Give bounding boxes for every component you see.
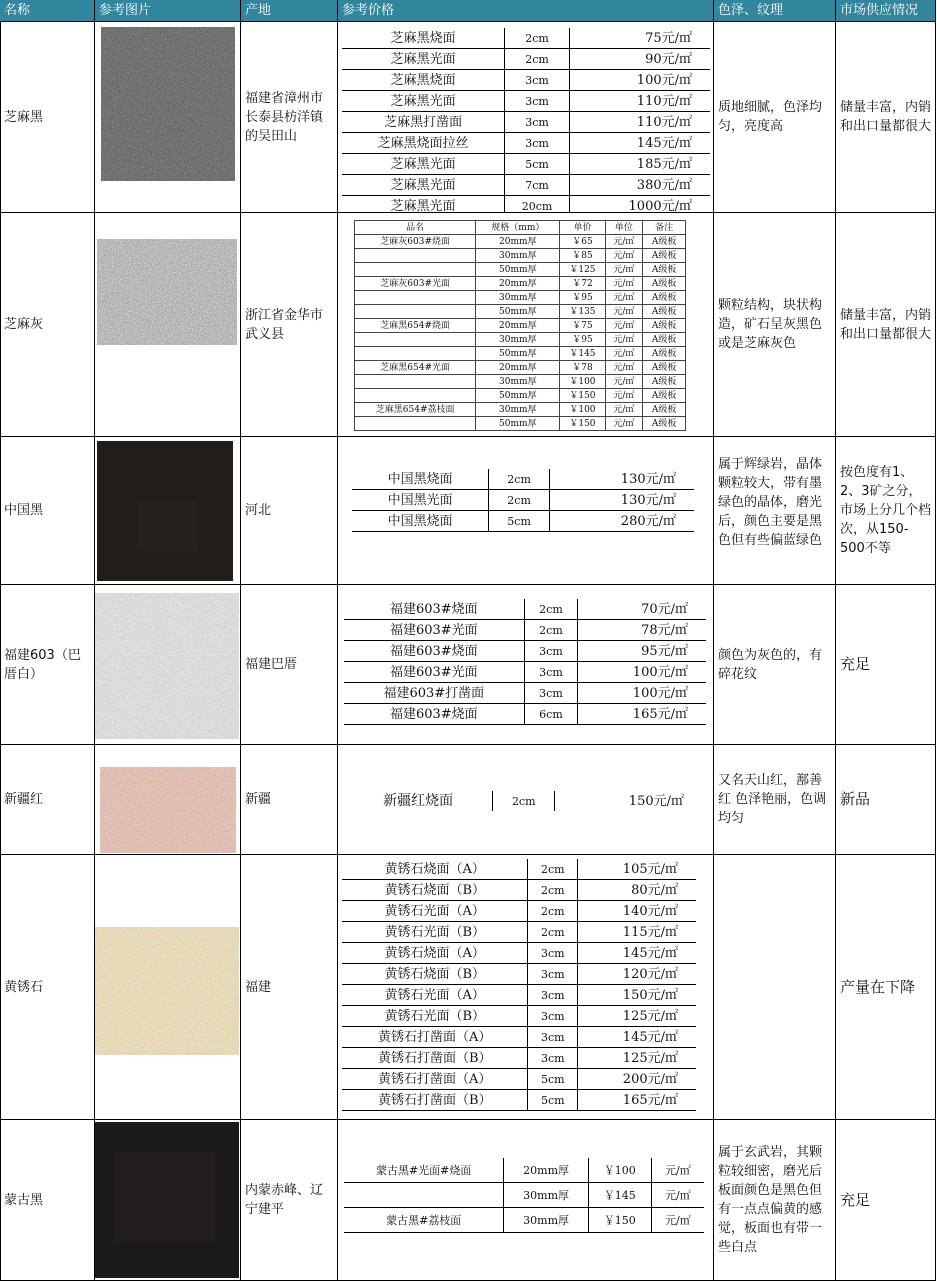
row-5-price-table <box>344 791 702 811</box>
price-item: 芝麻黑烧面拉丝 <box>342 133 505 154</box>
price-unit: 元/㎡ <box>605 403 643 417</box>
table-row <box>342 28 710 49</box>
row-4-origin: 福建巴厝 <box>241 585 338 745</box>
price-item: 黄锈石打凿面（B） <box>342 1048 528 1069</box>
mongolia-black-stone-image <box>95 1122 239 1278</box>
row-6-image-cell <box>95 855 241 1120</box>
price-value: 145元/㎡ <box>569 133 710 154</box>
price-note: A级板 <box>643 277 686 291</box>
table-row <box>342 943 696 964</box>
row-6-texture <box>714 855 836 1120</box>
price-item: 福建603#烧面 <box>344 599 524 620</box>
price-item: 福建603#烧面 <box>344 704 524 725</box>
price-unit: 元/㎡ <box>605 235 643 249</box>
price-spec: 30mm厚 <box>476 291 560 305</box>
price-value: 150元/㎡ <box>578 985 696 1006</box>
table-row <box>342 112 710 133</box>
price-spec: 50mm厚 <box>476 389 560 403</box>
price-item: 黄锈石烧面（B） <box>342 964 528 985</box>
price-item <box>355 263 476 277</box>
table-row <box>355 389 686 403</box>
table-row <box>342 901 696 922</box>
table-row <box>342 964 696 985</box>
price-item <box>355 305 476 319</box>
price-item: 芝麻黑打凿面 <box>342 112 505 133</box>
row-3-market: 按色度有1、2、3矿之分，市场上分几个档次，从150-500不等 <box>836 437 936 585</box>
price-spec: 3cm <box>528 985 578 1006</box>
price-spec: 3cm <box>505 112 570 133</box>
price-item: 芝麻黑光面 <box>342 49 505 70</box>
table-row <box>342 133 710 154</box>
price-note: A级板 <box>643 291 686 305</box>
row-5-price-cell <box>338 745 714 855</box>
price-unit: 元/㎡ <box>605 389 643 403</box>
row-7-price-cell <box>338 1120 714 1281</box>
price-item <box>355 333 476 347</box>
row-3-origin: 河北 <box>241 437 338 585</box>
table-row <box>342 880 696 901</box>
price-item: 黄锈石烧面（A） <box>342 859 528 880</box>
price-value: 380元/㎡ <box>569 175 710 196</box>
row-7-texture: 属于玄武岩，其颗粒较细密，磨光后板面颜色是黑色但有一点点偏黄的感觉，板面也有带一些白点 <box>714 1120 836 1281</box>
price-item: 芝麻黑光面 <box>342 175 505 196</box>
china-black-stone-image <box>97 441 233 581</box>
price-value: 100元/㎡ <box>569 70 710 91</box>
row-2-name: 芝麻灰 <box>0 213 95 437</box>
table-row <box>344 662 706 683</box>
price-spec: 2cm <box>505 28 570 49</box>
row-4-texture: 颜色为灰色的，有碎花纹 <box>714 585 836 745</box>
price-item: 黄锈石烧面（B） <box>342 880 528 901</box>
price-value: 78元/㎡ <box>578 620 706 641</box>
price-spec: 3cm <box>528 943 578 964</box>
row-5-market: 新品 <box>836 745 936 855</box>
price-spec: 2cm <box>528 901 578 922</box>
price-item: 黄锈石光面（B） <box>342 1006 528 1027</box>
yellow-rust-stone-image <box>95 927 239 1055</box>
table-row <box>344 704 706 725</box>
price-item <box>355 389 476 403</box>
price-value: ￥100 <box>560 403 605 417</box>
price-item: 芝麻灰603#光面 <box>355 277 476 291</box>
table-row <box>352 511 694 532</box>
row-4-price-table <box>344 599 706 725</box>
price-item <box>355 417 476 431</box>
price-item: 芝麻黑烧面 <box>342 70 505 91</box>
column-header: 备注 <box>643 221 686 235</box>
price-value: 125元/㎡ <box>578 1006 696 1027</box>
price-spec: 5cm <box>528 1090 578 1111</box>
price-spec: 2cm <box>505 49 570 70</box>
price-value: 110元/㎡ <box>569 112 710 133</box>
table-row <box>355 235 686 249</box>
row-5-origin: 新疆 <box>241 745 338 855</box>
table-row <box>342 49 710 70</box>
price-value: 110元/㎡ <box>569 91 710 112</box>
table-row <box>342 1090 696 1111</box>
price-item: 芝麻黑光面 <box>342 196 505 214</box>
price-value: ￥150 <box>560 389 605 403</box>
price-spec: 2cm <box>528 922 578 943</box>
table-row <box>344 683 706 704</box>
price-item <box>355 249 476 263</box>
row-3-name: 中国黑 <box>0 437 95 585</box>
price-note: A级板 <box>643 375 686 389</box>
row-6-price-cell <box>338 855 714 1120</box>
price-unit: 元/㎡ <box>651 1158 704 1183</box>
row-1-image-cell <box>95 22 241 213</box>
table-row <box>342 859 696 880</box>
price-value: ￥100 <box>588 1158 651 1183</box>
price-spec: 30mm厚 <box>504 1208 588 1233</box>
price-value: 75元/㎡ <box>569 28 710 49</box>
price-spec: 3cm <box>528 964 578 985</box>
row-4-price-cell <box>338 585 714 745</box>
row-6-market: 产量在下降 <box>836 855 936 1120</box>
price-value: 70元/㎡ <box>578 599 706 620</box>
price-note: A级板 <box>643 347 686 361</box>
price-value: 140元/㎡ <box>578 901 696 922</box>
column-header: 单位 <box>605 221 643 235</box>
price-note: A级板 <box>643 263 686 277</box>
price-spec: 30mm厚 <box>476 403 560 417</box>
price-value: 80元/㎡ <box>578 880 696 901</box>
header-name: 名称 <box>0 0 95 22</box>
price-spec: 50mm厚 <box>476 305 560 319</box>
table-row <box>355 333 686 347</box>
price-item: 福建603#光面 <box>344 662 524 683</box>
price-item: 中国黑烧面 <box>352 469 489 490</box>
table-row <box>355 403 686 417</box>
column-header: 品名 <box>355 221 476 235</box>
row-3-image-cell <box>95 437 241 585</box>
price-spec: 5cm <box>489 511 550 532</box>
table-row <box>342 91 710 112</box>
table-row <box>344 620 706 641</box>
table-row <box>355 263 686 277</box>
price-item: 蒙古黑#光面#烧面 <box>344 1158 504 1183</box>
header-texture: 色泽、纹理 <box>714 0 836 22</box>
price-spec: 2cm <box>489 469 550 490</box>
price-item: 芝麻黑烧面 <box>342 28 505 49</box>
price-item <box>344 1183 504 1208</box>
price-item: 新疆红烧面 <box>383 792 454 809</box>
price-item: 芝麻黑光面 <box>342 91 505 112</box>
row-2-price-table <box>354 220 686 431</box>
price-note: A级板 <box>643 235 686 249</box>
price-spec: 20mm厚 <box>504 1158 588 1183</box>
price-note: A级板 <box>643 249 686 263</box>
row-5-texture: 又名天山红，鄯善红 色泽艳丽，色调均匀 <box>714 745 836 855</box>
price-value: 120元/㎡ <box>578 964 696 985</box>
price-unit: 元/㎡ <box>605 375 643 389</box>
price-item: 中国黑烧面 <box>352 511 489 532</box>
table-row <box>352 469 694 490</box>
row-6-price-table <box>342 859 696 1111</box>
price-note: A级板 <box>643 361 686 375</box>
price-item: 蒙古黑#荔枝面 <box>344 1208 504 1233</box>
price-unit: 元/㎡ <box>605 319 643 333</box>
price-unit: 元/㎡ <box>605 263 643 277</box>
price-item: 黄锈石打凿面（A） <box>342 1069 528 1090</box>
price-item <box>355 375 476 389</box>
table-row <box>355 291 686 305</box>
table-row <box>344 791 702 811</box>
row-1-price-cell <box>338 22 714 213</box>
price-value: 150元/㎡ <box>628 793 684 809</box>
table-row <box>355 347 686 361</box>
price-item: 福建603#烧面 <box>344 641 524 662</box>
table-row <box>344 599 706 620</box>
price-spec: 30mm厚 <box>504 1183 588 1208</box>
sesame-grey-stone-image <box>97 239 237 345</box>
price-spec: 50mm厚 <box>476 347 560 361</box>
price-value: 95元/㎡ <box>578 641 706 662</box>
price-spec: 7cm <box>505 175 570 196</box>
price-unit: 元/㎡ <box>605 361 643 375</box>
row-7-origin: 内蒙赤峰、辽宁建平 <box>241 1120 338 1281</box>
table-row <box>355 319 686 333</box>
price-spec: 2cm <box>524 599 578 620</box>
table-row <box>342 196 710 214</box>
row-1-origin: 福建省漳州市长泰县枋洋镇的吴田山 <box>241 22 338 213</box>
price-value: ￥150 <box>588 1208 651 1233</box>
price-note: A级板 <box>643 403 686 417</box>
table-row <box>355 249 686 263</box>
price-item <box>355 347 476 361</box>
price-spec: 2cm <box>528 859 578 880</box>
table-row <box>344 1183 704 1208</box>
price-value: 90元/㎡ <box>569 49 710 70</box>
header-price: 参考价格 <box>338 0 714 22</box>
row-1-texture: 质地细腻，色泽均匀，亮度高 <box>714 22 836 213</box>
row-6-name: 黄锈石 <box>0 855 95 1120</box>
price-item: 芝麻黑654#光面 <box>355 361 476 375</box>
price-spec: 5cm <box>528 1069 578 1090</box>
column-header: 规格（mm） <box>476 221 560 235</box>
price-item: 芝麻黑654#荔枝面 <box>355 403 476 417</box>
row-2-price-cell <box>338 213 714 437</box>
price-item: 黄锈石打凿面（B） <box>342 1090 528 1111</box>
table-row <box>355 417 686 431</box>
price-value: 145元/㎡ <box>578 943 696 964</box>
price-spec: 50mm厚 <box>476 417 560 431</box>
price-item: 黄锈石光面（A） <box>342 985 528 1006</box>
row-2-image-cell <box>95 213 241 437</box>
table-row <box>342 1027 696 1048</box>
row-1-name: 芝麻黑 <box>0 22 95 213</box>
price-value: 115元/㎡ <box>578 922 696 943</box>
price-item: 黄锈石打凿面（A） <box>342 1027 528 1048</box>
price-value: ￥78 <box>560 361 605 375</box>
price-value: 125元/㎡ <box>578 1048 696 1069</box>
price-spec: 3cm <box>505 133 570 154</box>
price-unit: 元/㎡ <box>605 277 643 291</box>
row-4-name: 福建603（巴厝白） <box>0 585 95 745</box>
row-2-market: 储量丰富，内销和出口量都很大 <box>836 213 936 437</box>
price-spec: 20mm厚 <box>476 319 560 333</box>
price-note: A级板 <box>643 389 686 403</box>
table-row <box>355 375 686 389</box>
table-row <box>342 1069 696 1090</box>
price-note: A级板 <box>643 305 686 319</box>
row-3-price-table <box>352 469 694 532</box>
row-2-texture: 颗粒结构，块状构造，矿石呈灰黑色或是芝麻灰色 <box>714 213 836 437</box>
price-item: 芝麻黑654#烧面 <box>355 319 476 333</box>
price-spec: 6cm <box>524 704 578 725</box>
price-value: ￥72 <box>560 277 605 291</box>
price-item: 黄锈石光面（A） <box>342 901 528 922</box>
price-value: 130元/㎡ <box>549 469 694 490</box>
price-item: 黄锈石光面（B） <box>342 922 528 943</box>
price-spec: 3cm <box>505 70 570 91</box>
table-row <box>342 175 710 196</box>
header-market: 市场供应情况 <box>836 0 936 22</box>
price-note: A级板 <box>643 417 686 431</box>
price-unit: 元/㎡ <box>605 333 643 347</box>
table-row <box>352 490 694 511</box>
table-header-row <box>355 221 686 235</box>
header-image: 参考图片 <box>95 0 241 22</box>
price-unit: 元/㎡ <box>651 1208 704 1233</box>
price-unit: 元/㎡ <box>651 1183 704 1208</box>
price-value: 165元/㎡ <box>578 1090 696 1111</box>
price-spec: 2cm <box>524 620 578 641</box>
price-spec: 3cm <box>524 662 578 683</box>
price-value: ￥100 <box>560 375 605 389</box>
row-2-origin: 浙江省金华市武义县 <box>241 213 338 437</box>
price-spec: 3cm <box>524 683 578 704</box>
price-value: ￥75 <box>560 319 605 333</box>
price-item: 芝麻灰603#烧面 <box>355 235 476 249</box>
price-value: ￥65 <box>560 235 605 249</box>
fujian-603-stone-image <box>95 593 239 739</box>
row-7-name: 蒙古黑 <box>0 1120 95 1281</box>
price-unit: 元/㎡ <box>605 249 643 263</box>
header-origin: 产地 <box>241 0 338 22</box>
price-unit: 元/㎡ <box>605 347 643 361</box>
sesame-black-stone-image <box>101 27 235 181</box>
row-3-price-cell <box>338 437 714 585</box>
price-spec: 2cm <box>493 791 555 811</box>
price-spec: 3cm <box>528 1006 578 1027</box>
price-spec: 3cm <box>528 1048 578 1069</box>
price-unit: 元/㎡ <box>605 305 643 319</box>
price-spec: 20mm厚 <box>476 235 560 249</box>
price-value: ￥135 <box>560 305 605 319</box>
price-note: A级板 <box>643 333 686 347</box>
price-value: ￥145 <box>588 1183 651 1208</box>
price-spec: 30mm厚 <box>476 333 560 347</box>
price-spec: 3cm <box>528 1027 578 1048</box>
price-item: 福建603#光面 <box>344 620 524 641</box>
row-7-market: 充足 <box>836 1120 936 1281</box>
column-header: 单价 <box>560 221 605 235</box>
price-item <box>355 291 476 305</box>
table-row <box>342 70 710 91</box>
row-1-price-table <box>342 28 710 213</box>
price-spec: 5cm <box>505 154 570 175</box>
price-value: 130元/㎡ <box>549 490 694 511</box>
row-5-name: 新疆红 <box>0 745 95 855</box>
price-note: A级板 <box>643 319 686 333</box>
row-7-price-table <box>344 1158 704 1233</box>
price-spec: 20mm厚 <box>476 361 560 375</box>
row-3-texture: 属于辉绿岩，晶体颗粒较大，带有墨绿色的晶体，磨光后，颜色主要是黑色但有些偏蓝绿色 <box>714 437 836 585</box>
price-value: ￥95 <box>560 333 605 347</box>
table-row <box>344 1208 704 1233</box>
price-value: 145元/㎡ <box>578 1027 696 1048</box>
price-value: ￥95 <box>560 291 605 305</box>
row-5-image-cell <box>95 745 241 855</box>
table-row <box>342 1048 696 1069</box>
price-item: 福建603#打凿面 <box>344 683 524 704</box>
price-unit: 元/㎡ <box>605 291 643 305</box>
table-row <box>342 985 696 1006</box>
row-7-image-cell <box>95 1120 241 1281</box>
price-value: 165元/㎡ <box>578 704 706 725</box>
price-value: 1000元/㎡ <box>569 196 710 214</box>
price-item: 芝麻黑光面 <box>342 154 505 175</box>
price-spec: 2cm <box>528 880 578 901</box>
price-value: 100元/㎡ <box>578 683 706 704</box>
table-row <box>355 361 686 375</box>
price-item: 黄锈石烧面（A） <box>342 943 528 964</box>
price-spec: 50mm厚 <box>476 263 560 277</box>
xinjiang-red-stone-image <box>100 767 236 853</box>
row-6-origin: 福建 <box>241 855 338 1120</box>
price-spec: 20mm厚 <box>476 277 560 291</box>
price-value: ￥85 <box>560 249 605 263</box>
table-row <box>344 1158 704 1183</box>
price-spec: 30mm厚 <box>476 249 560 263</box>
price-spec: 20cm <box>505 196 570 214</box>
row-1-market: 储量丰富，内销和出口量都很大 <box>836 22 936 213</box>
price-value: ￥125 <box>560 263 605 277</box>
price-value: 185元/㎡ <box>569 154 710 175</box>
price-spec: 3cm <box>524 641 578 662</box>
table-row <box>344 641 706 662</box>
price-value: ￥145 <box>560 347 605 361</box>
price-spec: 3cm <box>505 91 570 112</box>
price-value: 200元/㎡ <box>578 1069 696 1090</box>
price-unit: 元/㎡ <box>605 417 643 431</box>
price-spec: 2cm <box>489 490 550 511</box>
row-4-market: 充足 <box>836 585 936 745</box>
price-value: 280元/㎡ <box>549 511 694 532</box>
price-value: ￥150 <box>560 417 605 431</box>
price-spec: 30mm厚 <box>476 375 560 389</box>
table-row <box>355 277 686 291</box>
table-row <box>342 922 696 943</box>
price-value: 105元/㎡ <box>578 859 696 880</box>
price-value: 100元/㎡ <box>578 662 706 683</box>
table-row <box>355 305 686 319</box>
row-4-image-cell <box>95 585 241 745</box>
price-item: 中国黑光面 <box>352 490 489 511</box>
table-row <box>342 154 710 175</box>
table-row <box>342 1006 696 1027</box>
